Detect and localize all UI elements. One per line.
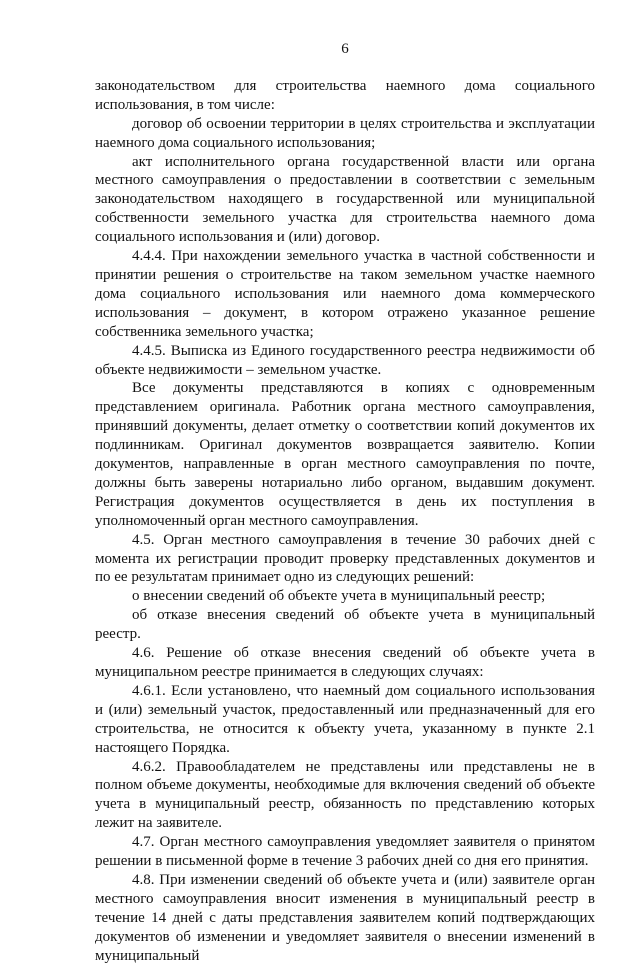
document-body bbox=[95, 77, 595, 966]
paragraph: 4.5. Орган местного самоуправления в течение 30 рабочих дней с момента их регистрации проводит проверку представленных документов и по ее результатам принимает одно из следующих решений: bbox=[95, 531, 595, 586]
paragraph: 4.7. Орган местного самоуправления уведомляет заявителя о принятом решении в письменной форме в течение 3 рабочих дней со дня его принятия. bbox=[95, 834, 595, 870]
paragraph: Все документы представляются в копиях с одновременным представлением оригинала. Работник органа местного самоуправления, принявший документы, делает отметку о соответствии копий документов их подлинникам. Оригинал документов возвращается заявителю. Копии документов, направленные в орган местного самоуправления по почте, должны быть заверены нотариально либо органом, выдавшим документ. Регистрация документов осуществляется в день их поступления в уполномоченный орган местного самоуправления. bbox=[95, 380, 595, 529]
paragraph: 4.6.2. Правообладателем не представлены или представлены не в полном объеме документы, необходимые для включения сведений об объекте учета в муниципальный реестр, обязанность по представлению которых лежит на заявителе. bbox=[95, 758, 595, 832]
paragraph: 4.6. Решение об отказе внесения сведений об объекте учета в муниципальном реестре принимается в следующих случаях: bbox=[95, 645, 595, 680]
paragraph: 4.4.4. При нахождении земельного участка в частной собственности и принятии решения о строительстве на таком земельном участке наемного дома социального использования или наемного дома коммерческого использования – документ, в котором отражено указанное решение собственника земельного участка; bbox=[95, 248, 595, 340]
paragraph: законодательством для строительства наемного дома социального использования, в том числе: bbox=[95, 77, 595, 113]
paragraph: о внесении сведений об объекте учета в муниципальный реестр; bbox=[132, 588, 546, 605]
paragraph: 4.6.1. Если установлено, что наемный дом социального использования и (или) земельный участок, предоставленный или предназначенный для его строительства, не относится к объекту учета, указанному в пункте 2.1 настоящего Порядка. bbox=[95, 682, 595, 756]
paragraph: договор об освоении территории в целях строительства и эксплуатации наемного дома социального использования; bbox=[95, 115, 595, 151]
paragraph: об отказе внесения сведений об объекте учета в муниципальный реестр. bbox=[95, 607, 595, 643]
page-number: 6 bbox=[341, 41, 349, 57]
paragraph: 4.4.5. Выписка из Единого государственного реестра недвижимости об объекте недвижимости – земельном участке. bbox=[95, 342, 595, 378]
paragraph: акт исполнительного органа государственной власти или органа местного самоуправления о предоставлении в соответствии с земельным законодательством находящего в государственной или муниципальной собственности земельного участка для строительства наемного дома социального использования и (или) договор. bbox=[95, 153, 595, 246]
paragraph: 4.8. При изменении сведений об объекте учета и (или) заявителе орган местного самоуправления вносит изменения в муниципальный реестр в течение 14 дней с даты представления заявителем копий подтверждающих документов об изменении и уведомляет заявителя о внесении изменений в муниципальный bbox=[95, 871, 595, 964]
